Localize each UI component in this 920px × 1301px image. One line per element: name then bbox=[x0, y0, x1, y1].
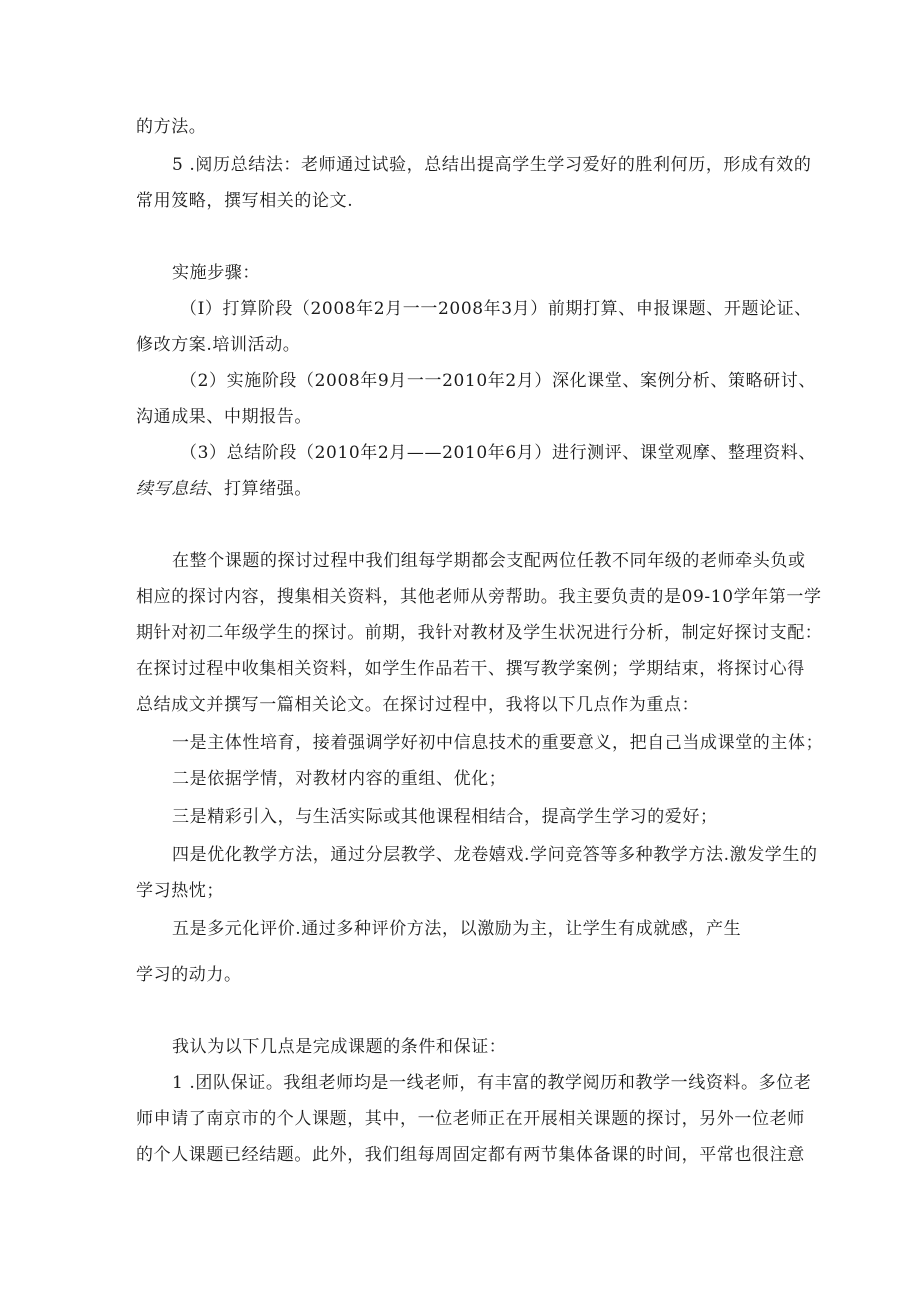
text-line: 学习的动力。 bbox=[136, 965, 242, 985]
text-line: 修改方案.培训活动。 bbox=[136, 335, 301, 355]
text-line: 四是优化教学方法，通过分层教学、龙卷嬉戏.学问竞答等多种教学方法.激发学生的 bbox=[172, 845, 818, 865]
text-line bbox=[136, 478, 312, 500]
text-line: 常用笈略，撰写相关的论文. bbox=[136, 191, 354, 211]
text-line: 二是依据学情，对教材内容的重组、优化； bbox=[172, 769, 507, 789]
text-line: 的个人课题已经结题。此外，我们组每周固定都有两节集体备课的时间，平常也很注意 bbox=[136, 1145, 805, 1165]
text-line: 1 .团队保证。我组老师均是一线老师，有丰富的教学阅历和教学一线资料。多位老 bbox=[172, 1073, 812, 1093]
text-line: 相应的探讨内容，搜集相关资料，其他老师从旁帮助。我主要负责的是09-10学年第一学 bbox=[136, 587, 822, 607]
text-line: 学习热忱； bbox=[136, 881, 224, 901]
text-line: 在探讨过程中收集相关资料，如学生作品若干、撰写教学案例；学期结束，将探讨心得 bbox=[136, 659, 805, 679]
text-line: 5 .阅历总结法：老师通过试验，总结出提高学生学习爱好的胜利何历，形成有效的 bbox=[172, 155, 812, 175]
text-line: 沟通成果、中期报告。 bbox=[136, 407, 312, 427]
text-tail: 、打算绪强。 bbox=[206, 479, 313, 499]
text-line: （I）打算阶段（2008年2月一一2008年3月）前期打算、申报课题、开题论证、 bbox=[180, 299, 812, 319]
text-line: 一是主体性培育，接着强调学好初中信息技术的重要意义，把自己当成课堂的主体； bbox=[172, 733, 824, 753]
text-line: 三是精彩引入，与生活实际或其他课程相结合，提高学生学习的爱好； bbox=[172, 807, 718, 827]
text-line: 师申请了南京市的个人课题，其中，一位老师正在开展相关课题的探讨，另外一位老师 bbox=[136, 1109, 805, 1129]
text-line: 五是多元化评价.通过多种评价方法，以激励为主，让学生有成就感，产生 bbox=[172, 919, 742, 939]
section-heading: 实施步骤： bbox=[172, 263, 260, 283]
text-line: 的方法。 bbox=[136, 117, 207, 137]
italic-text: 续写息结 bbox=[136, 479, 207, 499]
text-line: 期针对初二年级学生的探讨。前期，我针对教材及学生状况进行分析，制定好探讨支配： bbox=[136, 623, 823, 643]
section-heading: 我认为以下几点是完成课题的条件和保证： bbox=[172, 1037, 507, 1057]
text-line: 总结成文并撰写一篇相关论文。在探讨过程中，我将以下几点作为重点： bbox=[136, 695, 700, 715]
text-line: （2）实施阶段（2008年9月一一2010年2月）深化课堂、案例分析、策略研讨、 bbox=[180, 371, 816, 391]
text-line: 在整个课题的探讨过程中我们组每学期都会支配两位任教不同年级的老师牵头负或 bbox=[172, 551, 806, 571]
text-line: （3）总结阶段（2010年2月——2010年6月）进行测评、课堂观摩、整理资料、 bbox=[180, 443, 816, 463]
